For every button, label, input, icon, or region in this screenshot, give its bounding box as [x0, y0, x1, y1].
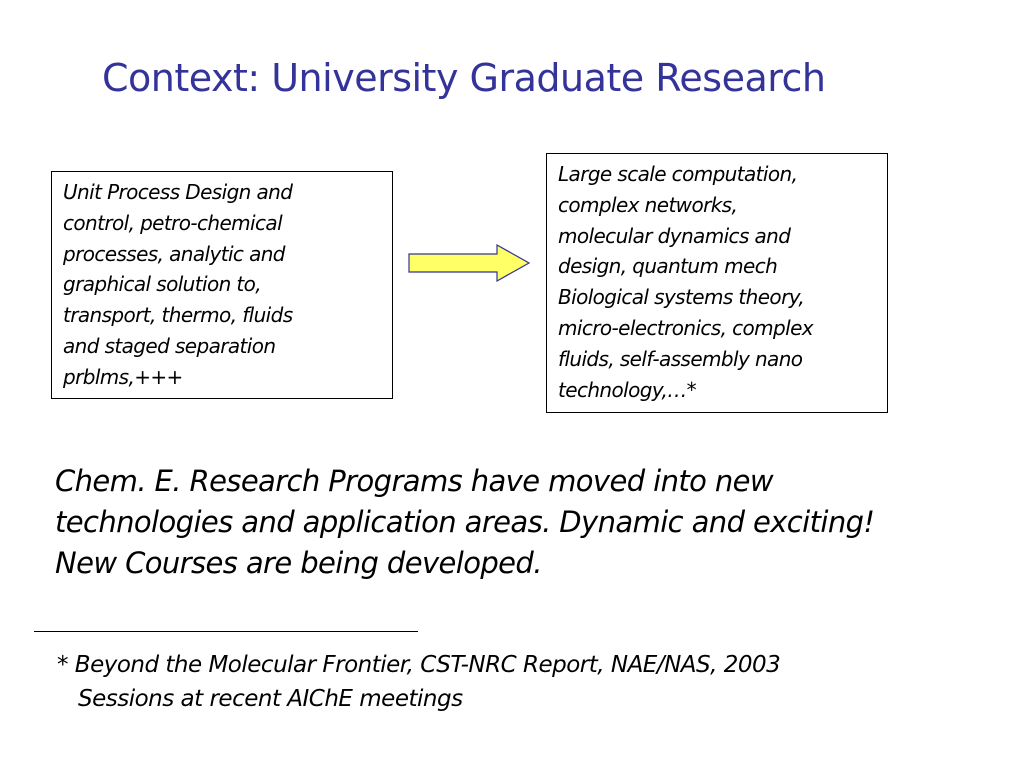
footnote — [57, 648, 780, 716]
summary-line: technologies and application areas. Dynamic and exciting! — [55, 505, 875, 539]
summary-line: New Courses are being developed. — [55, 546, 542, 580]
footnote-divider — [34, 631, 418, 632]
box-line: technology,…* — [558, 377, 697, 402]
box-line: design, quantum mech — [558, 254, 778, 279]
box-line: Unit Process Design and — [63, 180, 293, 204]
box-line: fluids, self-assembly nano — [558, 346, 803, 371]
footnote-line: * Beyond the Molecular Frontier, CST-NRC Report, NAE/NAS, 2003 — [57, 652, 781, 678]
traditional-topics-box — [51, 171, 393, 399]
box-line: complex networks, — [558, 192, 738, 217]
right-arrow-icon — [407, 243, 531, 283]
box-line: and staged separation — [63, 333, 276, 358]
box-line: prblms,+++ — [63, 364, 183, 389]
box-line: transport, thermo, fluids — [63, 303, 293, 328]
footnote-line: Sessions at recent AIChE meetings — [78, 686, 463, 712]
box-line: control, petro-chemical — [63, 210, 283, 235]
box-line: graphical solution to, — [63, 272, 262, 297]
box-line: processes, analytic and — [63, 241, 285, 266]
new-research-topics-box — [546, 153, 888, 413]
box-line: molecular dynamics and — [558, 223, 791, 248]
summary-paragraph — [55, 461, 874, 584]
slide-title: Context: University Graduate Research — [102, 56, 826, 100]
box-line: micro-electronics, complex — [558, 315, 814, 340]
summary-line: Chem. E. Research Programs have moved into new — [55, 464, 774, 498]
box-line: Large scale computation, — [558, 162, 798, 186]
box-line: Biological systems theory, — [558, 285, 805, 310]
